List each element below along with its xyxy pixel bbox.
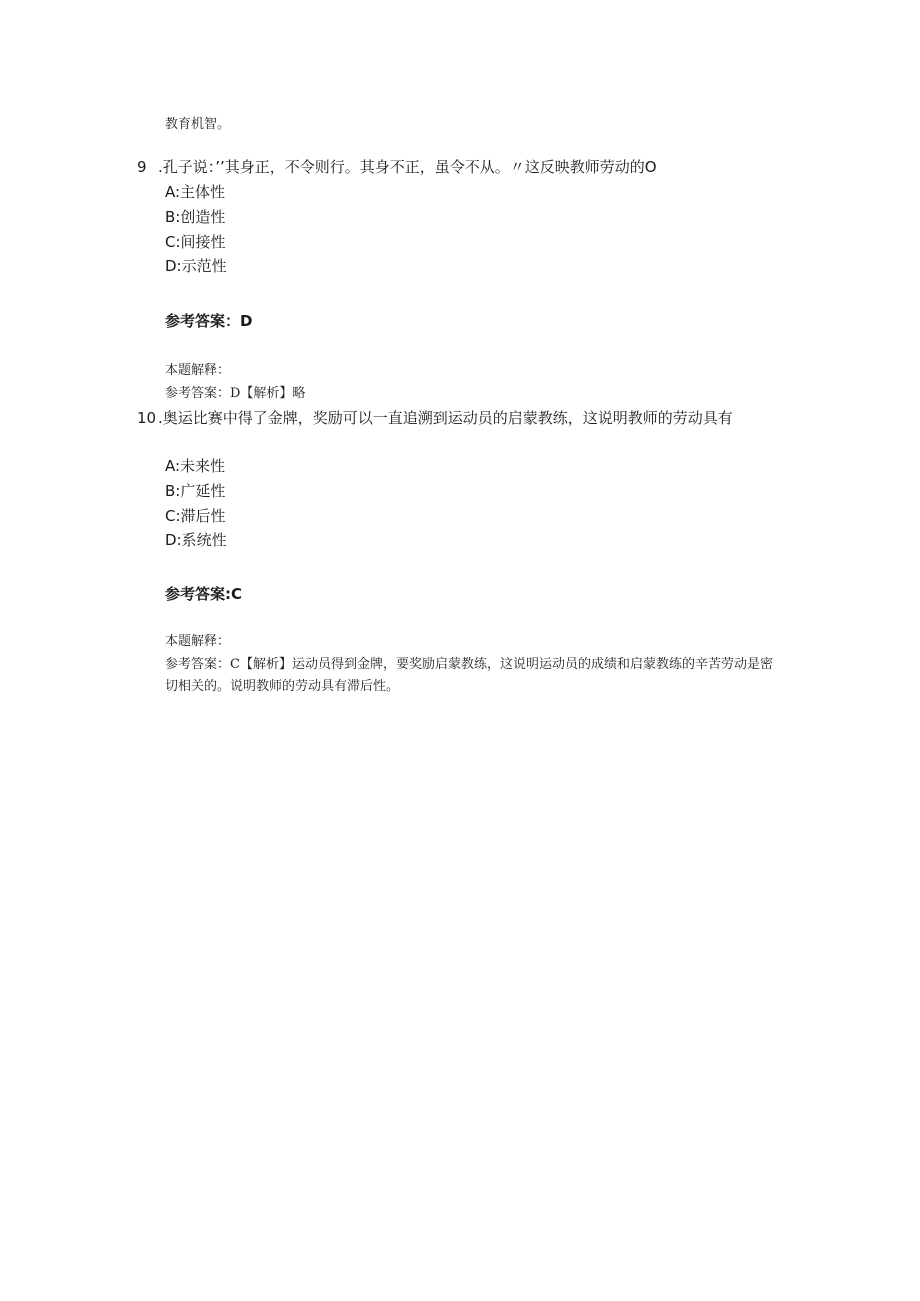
explanation-label: 本题解释： (165, 363, 231, 378)
option-d: D:系统性 (165, 531, 227, 549)
explanation-label: 本题解释： (165, 634, 231, 649)
question-stem: .孔子说：’’其身正，不令则行。其身不正，虽令不从。〃这反映教师劳动的O (158, 158, 657, 176)
explanation-text: 参考答案：C【解析】运动员得到金牌，要奖励启蒙教练，这说明运动员的成绩和启蒙教练的辛苦劳动是密切相关的。说明教师的劳动具有滞后性。 (165, 657, 773, 694)
question-number: 9 (137, 158, 147, 176)
option-c: C:间接性 (165, 233, 226, 251)
answer-line: 参考答案:C (165, 585, 243, 603)
option-c: C:滞后性 (165, 507, 226, 525)
question-number: 10 (137, 409, 157, 427)
option-b: B:广延性 (165, 482, 226, 500)
answer-line: 参考答案：D (165, 312, 253, 330)
question-stem: .奥运比赛中得了金牌，奖励可以一直追溯到运动员的启蒙教练，这说明教师的劳动具有 (158, 409, 733, 427)
option-a: A:主体性 (165, 183, 226, 201)
continuation-text: 教育机智。 (165, 117, 231, 132)
option-d: D:示范性 (165, 257, 227, 275)
explanation-text: 参考答案：D【解析】略 (165, 386, 306, 401)
option-b: B:创造性 (165, 208, 226, 226)
option-a: A:未来性 (165, 457, 226, 475)
